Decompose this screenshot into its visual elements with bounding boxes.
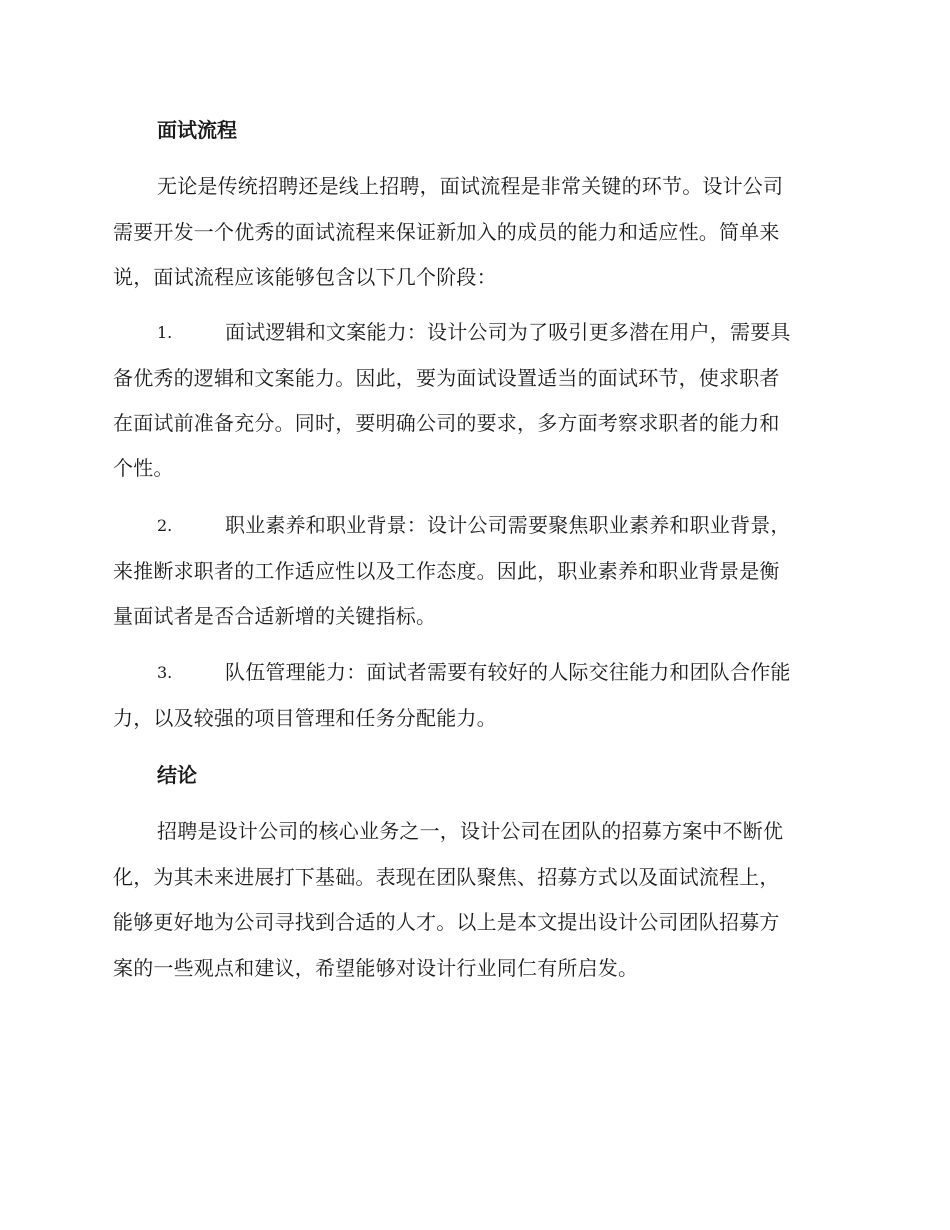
intro-line: 无论是传统招聘还是线上招聘，面试流程是非常关键的环节。设计公司 xyxy=(157,174,784,198)
list-item-line: 个性。 xyxy=(113,456,174,480)
list-item-line: 职业素养和职业背景：设计公司需要聚焦职业素养和职业背景， xyxy=(225,513,791,537)
conclusion-line: 能够更好地为公司寻找到合适的人才。以上是本文提出设计公司团队招募方 xyxy=(113,910,780,934)
intro-line: 说，面试流程应该能够包含以下几个阶段： xyxy=(113,265,497,289)
list-item-line: 量面试者是否合适新增的关键指标。 xyxy=(113,604,437,628)
list-item-line: 来推断求职者的工作适应性以及工作态度。因此，职业素养和职业背景是衡 xyxy=(113,559,780,583)
list-item-line: 面试逻辑和文案能力：设计公司为了吸引更多潜在用户，需要具 xyxy=(225,320,791,344)
list-item-number: 3. xyxy=(157,663,173,682)
section-heading-conclusion: 结论 xyxy=(157,763,197,787)
list-item-line: 力，以及较强的项目管理和任务分配能力。 xyxy=(113,706,497,730)
list-item-number: 1. xyxy=(157,323,173,342)
conclusion-line: 化，为其未来进展打下基础。表现在团队聚焦、招募方式以及面试流程上， xyxy=(113,865,780,889)
conclusion-line: 招聘是设计公司的核心业务之一，设计公司在团队的招募方案中不断优 xyxy=(157,819,784,843)
intro-line: 需要开发一个优秀的面试流程来保证新加入的成员的能力和适应性。简单来 xyxy=(113,220,780,244)
list-item-number: 2. xyxy=(157,516,173,535)
list-item-line: 队伍管理能力：面试者需要有较好的人际交往能力和团队合作能 xyxy=(225,660,791,684)
conclusion-line: 案的一些观点和建议，希望能够对设计行业同仁有所启发。 xyxy=(113,956,639,980)
list-item-line: 备优秀的逻辑和文案能力。因此，要为面试设置适当的面试环节，使求职者 xyxy=(113,366,780,390)
list-item-line: 在面试前准备充分。同时，要明确公司的要求，多方面考察求职者的能力和 xyxy=(113,411,780,435)
section-heading-interview: 面试流程 xyxy=(157,118,237,142)
